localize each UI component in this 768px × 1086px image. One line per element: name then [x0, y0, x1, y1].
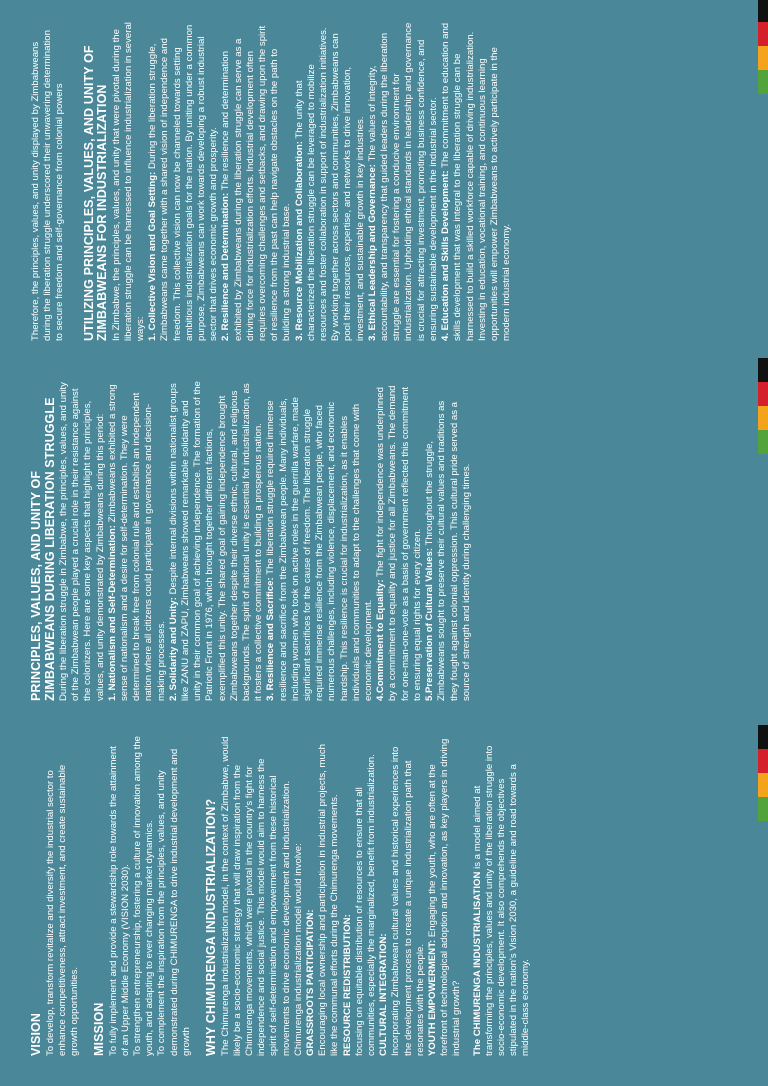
- youth-empowerment-paragraph: [427, 736, 464, 1056]
- column-utilizing: [30, 21, 513, 341]
- why-intro: The Chimurenga industrialization model, in the context of Zimbabwe, would likely be a socio-economic strategy that will draw inspiration from the Chimurenga movements, which were pivotal in the country's fight for independence and social justice. This model would aim to harness the spirit of self-determination and empowerment from these historical movements to drive economic development and industrialization. Chimurenga industrialization model would involve:: [219, 736, 304, 1056]
- column-vision-mission: [30, 736, 533, 1056]
- flag-strip-bottom: [758, 725, 768, 821]
- utilizing-item: [220, 21, 293, 341]
- flag-band-black: [758, 725, 768, 749]
- mission-text-3: To complement the inspiration from the principles, values, and unity demonstrated during CHIMURENGA to drive industrial development and growth: [156, 748, 192, 1056]
- utilizing-item-head: 1. Collective Vision and Goal Setting:: [147, 171, 159, 341]
- utilizing-item-head: 2. Resilience and Determination:: [220, 192, 232, 341]
- flag-strip-middle: [758, 358, 768, 454]
- principle-item-head: 4.Commitment to Equality:: [375, 579, 387, 701]
- principle-item: [265, 381, 375, 701]
- principles-heading: PRINCIPLES, VALUES, AND UNITY OF ZIMBABWEANS DURING LIBERATION STRUGGLE: [29, 397, 57, 701]
- flag-band-green: [758, 70, 768, 94]
- utilizing-item-head: 4. Education and Skills Development:: [440, 170, 452, 341]
- principle-item: [375, 381, 424, 701]
- principle-item-text: The fight for independence was underpinned by a commitment to equality and justice for all Zimbabweans. The demand for one-man-one-vote as a basis of government reflected this commitment to ensuring equal rights for every citizen.: [375, 385, 423, 701]
- why-heading: WHY CHIMURENGA INDUSTRIALIZATION?: [204, 798, 219, 1056]
- mission-text-1: To fully implement and provide a stewardship role towards the attainment of an Upper Middle Economy (VISION 2030).: [107, 746, 131, 1056]
- flag-band-yellow: [758, 773, 768, 797]
- why-item-head: GRASSROOTS PARTICIPATION:: [304, 909, 316, 1056]
- flag-band-green: [758, 430, 768, 454]
- why-item-head: CULTURAL INTEGRATION:: [378, 933, 390, 1056]
- principle-item-text: The liberation struggle required immense resilience and sacrifice from the Zimbabwean people. Many individuals, including women who took on active roles in the guerrilla warfare, made significant sacrifices for the cause of freedom. The liberation struggle required immense resilience from the Zimbabwean people, who faced numerous challenges, including violence, displacement, and economic hardship. This resilience is crucial for industrialization, as it enables individuals and communities to adapt to the challenges that come with economic development.: [265, 397, 375, 701]
- vision-text: To develop, transform revitalize and diversify the industrial sector to enhance competitiveness, attract investment, and create sustainable growth opportunities.: [44, 764, 80, 1056]
- youth-head: YOUTH EMPOWERMENT:: [426, 939, 438, 1056]
- vision-heading: VISION: [29, 1013, 43, 1056]
- principle-item-text: Despite internal divisions within nationalist groups like ZANU and ZAPU, Zimbabweans showed remarkable solidarity and unity in their common goal of achieving independence. The formation of the Patriotic Front in 1976, which brought together different factions, exemplified this unity. The shared goal of gaining independence brought Zimbabweans together despite their diverse ethnic, cultural, and religious backgrounds. The spirit of national unity is essential for industrialization, as it fosters a collective commitment to building a prosperous nation.: [167, 381, 265, 701]
- column-principles: [30, 381, 473, 701]
- flag-band-black: [758, 0, 768, 22]
- principle-item-text: Throughout the struggle, Zimbabweans sought to preserve their cultural values and traditions as they fought against colonial oppression. This cultural pride served as a source of strength and identity during challenging times.: [424, 400, 472, 701]
- utilizing-item-head: 3. Resource Mobilization and Collaboration:: [293, 141, 305, 341]
- why-item-text: Incorporating Zimbabwean cultural values and historical experiences into the development process to create a unique industrialization path that resonates with the people.: [390, 746, 426, 1056]
- utilizing-item: [294, 21, 367, 341]
- utilizing-preface: Therefore, the principles, values, and unity displayed by Zimbabweans during the liberation struggle underscored their unwavering determination to secure freedom and self-governance from colonial powers: [30, 30, 66, 341]
- principle-item-head: 5.Preservation of Cultural Values:: [424, 547, 436, 701]
- flag-band-yellow: [758, 46, 768, 70]
- principle-item-text: Zimbabweans exhibited a strong sense of nationalism and a desire for self-determination. They were determined to break free from colonial rule and establish an independent nation where all citizens could participate in governance and decision-making processes.: [106, 384, 167, 701]
- flag-band-yellow: [758, 406, 768, 430]
- utilizing-item-text: During the liberation struggle, Zimbabweans came together with a shared vision of independence and freedom. This collective vision can now be channeled towards setting ambitious industrialization goals for the nation. By uniting under a common purpose, Zimbabweans can work towards developing a robust industrial sector that drives economic growth and prosperity.: [147, 24, 220, 341]
- flag-band-green: [758, 797, 768, 821]
- why-item-text: Encouraging local ownership and participation in industrial projects, much like the communal efforts during the Chimurenga movements.: [317, 744, 341, 1056]
- flag-band-red: [758, 749, 768, 773]
- utilizing-item: [147, 21, 220, 341]
- utilizing-item: [367, 21, 440, 341]
- principle-item: [168, 381, 266, 701]
- utilizing-item-head: 3. Ethical Leadership and Governance:: [366, 163, 378, 341]
- principle-item-head: 2. Solidarity and Unity:: [167, 597, 179, 701]
- utilizing-item-text: The resilience and determination exhibited by Zimbabweans during the liberation struggle can serve as a driving force for industrialization efforts. Industrial development often requires overcoming challenges and setbacks, and drawing upon the spirit of resilience from the past can help navigate obstacles on the path to building a strong industrial base.: [220, 25, 293, 341]
- principle-item-head: 3. Resilience and Sacrifice:: [265, 577, 277, 701]
- utilizing-item: [440, 21, 513, 341]
- utilizing-item-text: The commitment to education and skills development that was integral to the liberation struggle can be harnessed to build a skilled workforce capable of driving industrialization. Investing in education, vocational training, and continuous learning opportunities will empower Zimbabweans to actively participate in the modern industrial economy.: [440, 22, 513, 341]
- closing-text: is a model aimed at transforming the principles, values and unity of the liberation struggle into socio-economic development. It also comprehends the objectives stipulated in the nation's Vision 2030, a guideline and road towards a middle-class economy.: [471, 745, 532, 1056]
- why-item-text: focusing on equitable distribution of resources to ensure that all communities, especially the marginalized, benefit from industrialization.: [353, 754, 377, 1056]
- flag-strip-top: [758, 0, 768, 94]
- closing-paragraph: [472, 736, 533, 1056]
- principle-item: [424, 381, 473, 701]
- flag-band-red: [758, 22, 768, 46]
- youth-text: Engaging the youth, who are often at the forefront of technological adoption and innovation, as key players in driving industrial growth?: [426, 738, 463, 1056]
- utilizing-intro: In Zimbabwe, the principles, values, and unity that were pivotal during the liberation struggle can be harnessed to influence industrialization in several ways:: [110, 22, 147, 341]
- utilizing-heading: UTILIZING PRINCIPLES, VALUES, AND UNITY OF ZIMBABWEANS FOR INDUSTRIALIZATION: [81, 45, 110, 341]
- utilizing-item-text: The values of integrity, accountability, and transparency that guided leaders during the liberation struggle are essential for fostering a conducive environment for industrialization. Upholding ethical standards in leadership and governance is crucial for attracting investment, promoting business confidence, and ensuring sustainable development in the industrial sector.: [366, 22, 439, 341]
- flag-band-black: [758, 358, 768, 382]
- mission-heading: MISSION: [92, 1002, 107, 1056]
- principle-item-head: 1. Nationalism and Self-Determination:: [106, 525, 118, 701]
- mission-text-2: To strengthen entrepreneurship, fostering a culture of innovation among the youth, and adapting to ever changing market dynamics.: [132, 736, 156, 1056]
- utilizing-item-text: The unity that characterized the liberation struggle can be leveraged to mobilize resources and foster collaboration in support of industrialization initiatives. By working together across sectors and communities, Zimbabweans can pool their resources, expertise, and networks to drive innovation, investment, and sustainable growth in key industries.: [293, 27, 366, 341]
- principles-intro: During the liberation struggle in Zimbabwe, the principles, values, and unity of the Zimbabwean people played a crucial role in their resistance against the colonizers. Here are some key aspects that highlight the principles, values, and unity demonstrated by Zimbabweans during this period:: [58, 382, 106, 701]
- why-item-head: RESOURCE REDISTRIBUTION:: [341, 914, 353, 1056]
- principle-item: [107, 381, 168, 701]
- flag-band-red: [758, 382, 768, 406]
- closing-head: The CHIMURENGA INDUSTRIALISATION: [471, 871, 483, 1056]
